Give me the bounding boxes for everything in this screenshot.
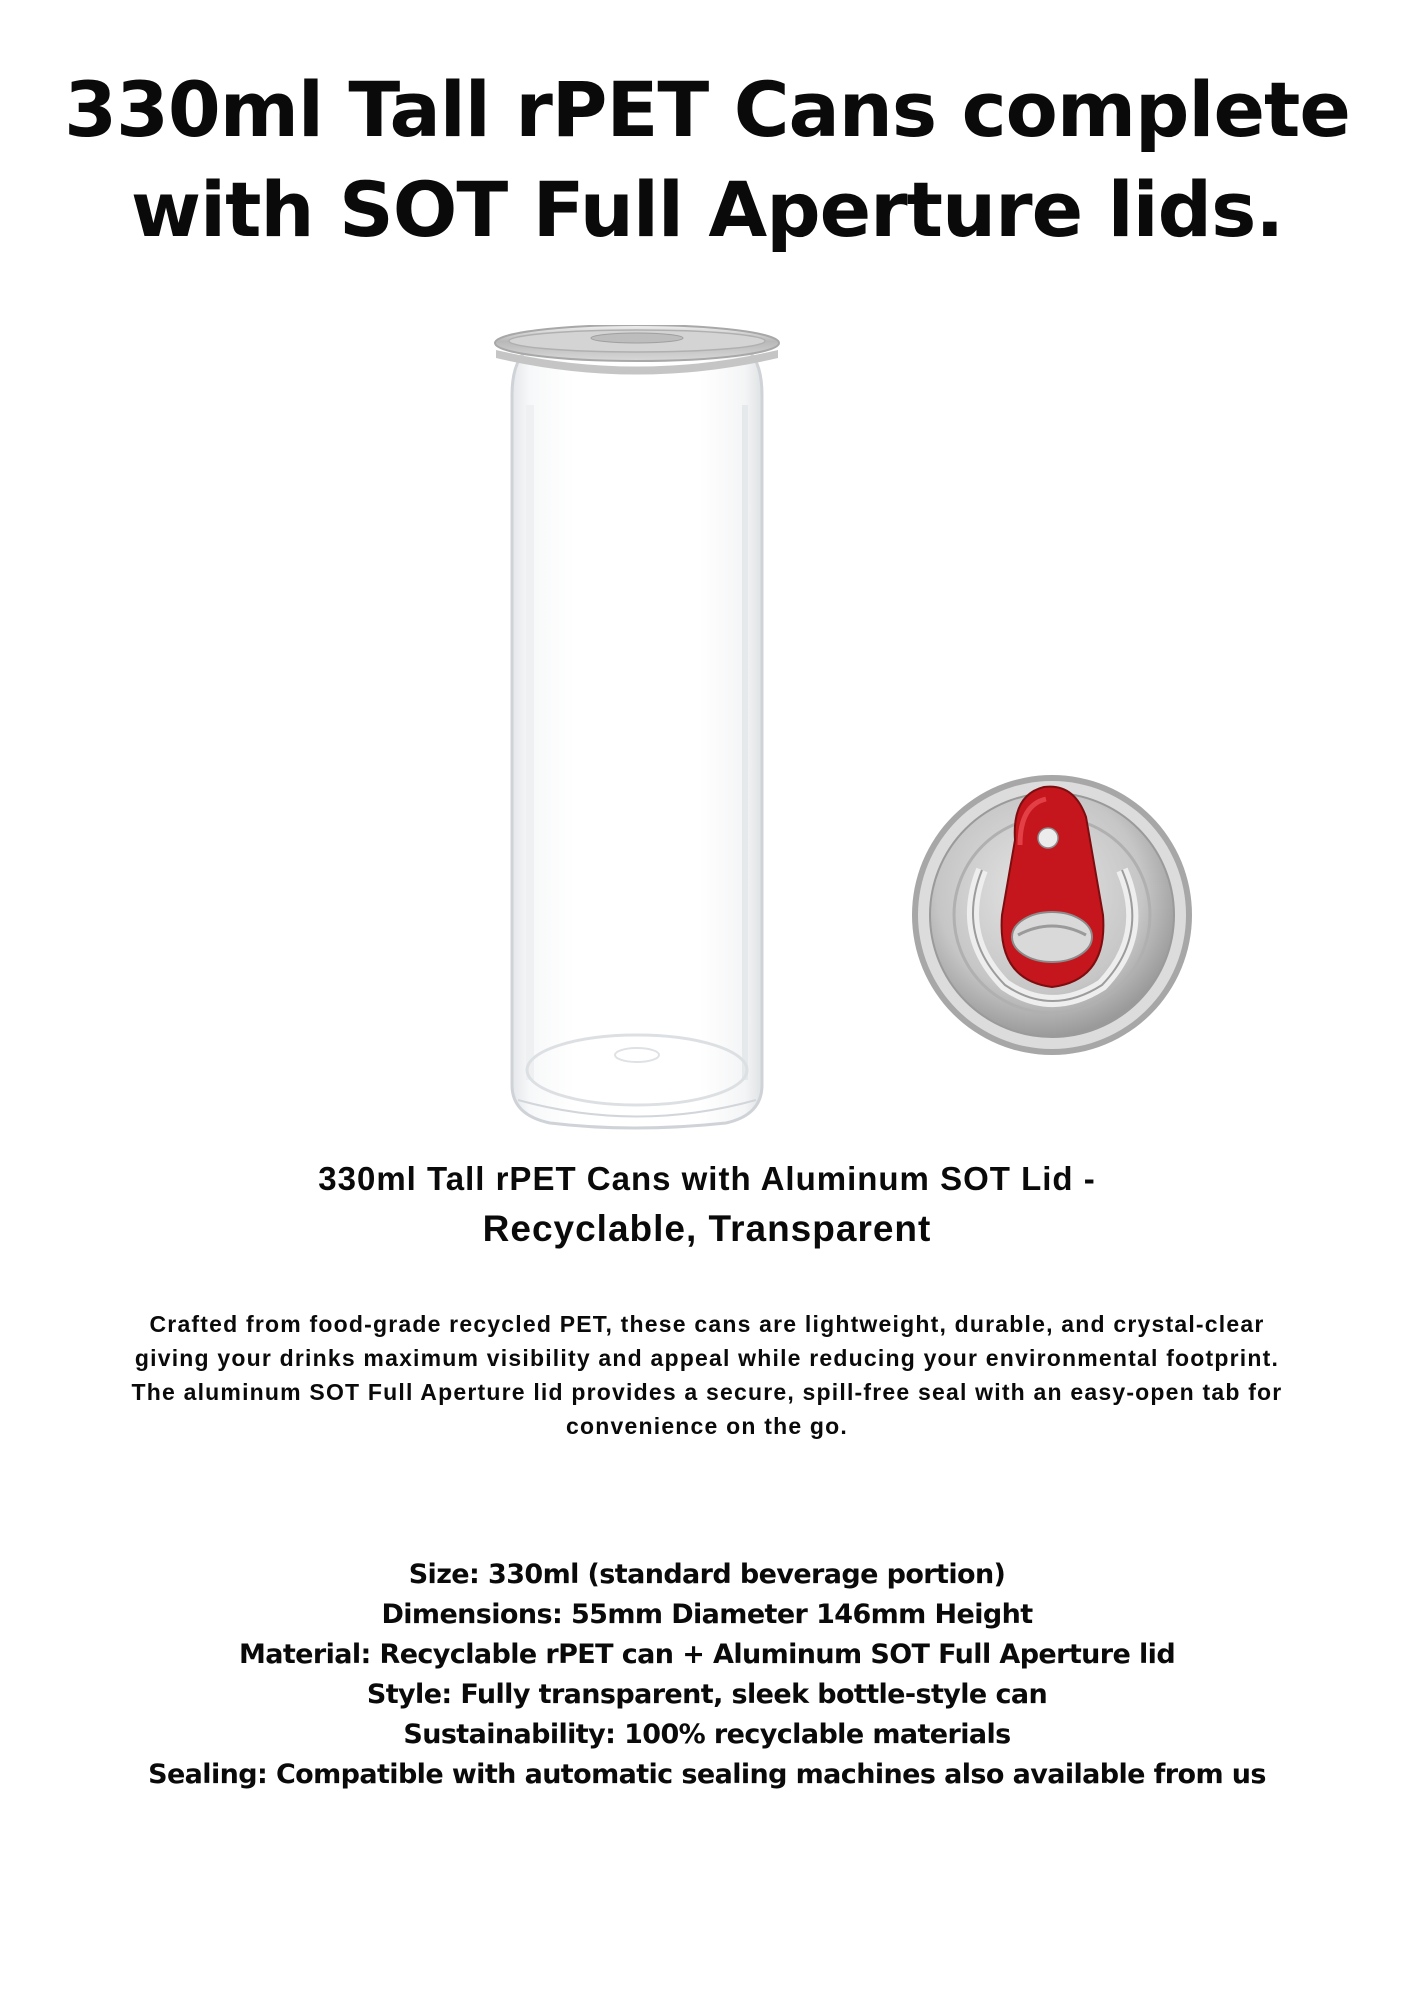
product-image (490, 325, 1210, 1130)
spec-size: Size: 330ml (standard beverage portion) (408, 1559, 1006, 1590)
description-line: Crafted from food-grade recycled PET, these cans are lightweight, durable, and crystal-clear (149, 1311, 1265, 1337)
description-line: convenience on the go. (566, 1413, 848, 1439)
spec-material: Material: Recyclable rPET can + Aluminum SOT Full Aperture lid (238, 1639, 1176, 1670)
title-line-1: 330ml Tall rPET Cans complete (64, 65, 1350, 154)
product-description (90, 1307, 1324, 1443)
spec-sealing: Sealing: Compatible with automatic sealing machines also available from us (148, 1759, 1266, 1790)
title-line-2: with SOT Full Aperture lids. (130, 165, 1284, 254)
description-line: giving your drinks maximum visibility and appeal while reducing your environmental footprint. (134, 1345, 1280, 1371)
subtitle-line-1: 330ml Tall rPET Cans with Aluminum SOT Lid - (318, 1160, 1096, 1197)
description-line: The aluminum SOT Full Aperture lid provides a secure, spill-free seal with an easy-open tab for (131, 1379, 1283, 1405)
spec-style: Style: Fully transparent, sleek bottle-style can (366, 1679, 1048, 1710)
transparent-can-icon (495, 325, 779, 1128)
page-title (0, 60, 1414, 260)
subtitle-line-2: Recyclable, Transparent (482, 1208, 932, 1249)
spec-dimensions: Dimensions: 55mm Diameter 146mm Height (381, 1599, 1033, 1630)
product-subtitle (0, 1155, 1414, 1255)
spec-list (0, 1555, 1414, 1795)
spec-sustainability: Sustainability: 100% recyclable materials (403, 1719, 1011, 1750)
can-lid-icon (912, 775, 1192, 1055)
